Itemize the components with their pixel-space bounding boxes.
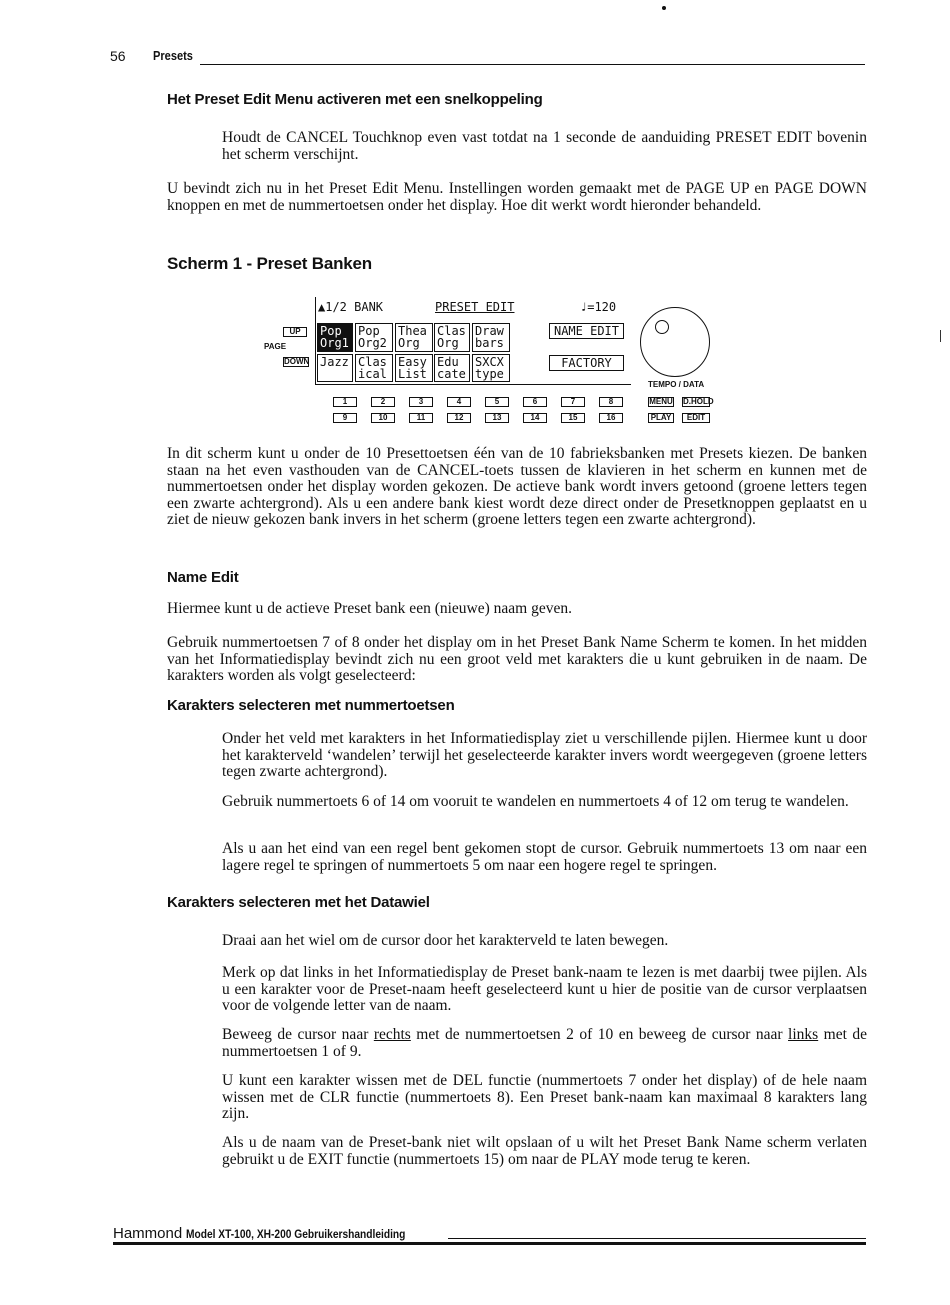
paragraph: Draai aan het wiel om de cursor door het karakterveld te laten bewegen. xyxy=(222,932,669,949)
bank-cell-9[interactable]: Edu cate xyxy=(434,354,470,382)
number-button-10[interactable]: 10 xyxy=(371,413,395,423)
bank-cell-3[interactable]: Thea Org xyxy=(395,323,433,352)
bank-cell-5[interactable]: Draw bars xyxy=(472,323,510,352)
data-wheel[interactable] xyxy=(640,307,710,377)
page-up-button[interactable]: UP xyxy=(283,327,307,337)
bank-cell-1[interactable]: Pop Org1 xyxy=(317,323,353,352)
paragraph: Gebruik nummertoetsen 7 of 8 onder het display om in het Preset Bank Name Scherm te komen. In het midden van het Informatiedisplay bevindt zich nu een groot veld met karakters die u kunt gebruiken in de naam. De karakters worden als volgt geselecteerd: xyxy=(167,634,867,684)
footer-brand: Hammond xyxy=(113,1225,183,1242)
page-label: PAGE xyxy=(264,342,287,351)
number-button-3[interactable]: 3 xyxy=(409,397,433,407)
footer xyxy=(113,1225,444,1242)
page-number: 56 xyxy=(110,48,126,64)
header-rule xyxy=(200,64,865,65)
section-title-name-edit: Name Edit xyxy=(167,569,239,586)
bank-cell-4[interactable]: Clas Org xyxy=(434,323,470,352)
page-dot xyxy=(662,6,666,10)
number-button-7[interactable]: 7 xyxy=(561,397,585,407)
bank-cell-7[interactable]: Clas ical xyxy=(355,354,393,382)
number-button-6[interactable]: 6 xyxy=(523,397,547,407)
paragraph: U kunt een karakter wissen met de DEL functie (nummertoets 7 onder het display) of de hele naam wissen met de CLR functie (nummertoets 8). Een Preset bank-naam kan maximaal 8 karakters lang zijn. xyxy=(222,1072,867,1122)
number-button-16[interactable]: 16 xyxy=(599,413,623,423)
paragraph: Houdt de CANCEL Touchknop even vast totdat na 1 seconde de aanduiding PRESET EDIT bovenin het scherm verschijnt. xyxy=(222,129,867,163)
footer-model: Model XT-100, XH-200 Gebruikershandleiding xyxy=(186,1227,406,1241)
menu-button[interactable]: MENU xyxy=(649,397,673,406)
footer-rule-thin xyxy=(448,1238,866,1239)
underlined-links: links xyxy=(788,1026,819,1043)
number-button-1[interactable]: 1 xyxy=(333,397,357,407)
section-title-screen1: Scherm 1 - Preset Banken xyxy=(167,254,372,273)
factory-field[interactable]: FACTORY xyxy=(549,355,624,371)
number-button-2[interactable]: 2 xyxy=(371,397,395,407)
edge-mark xyxy=(940,330,941,342)
paragraph: Gebruik nummertoets 6 of 14 om vooruit te wandelen en nummertoets 4 of 12 om terug te wandelen. xyxy=(222,793,849,810)
section-title-data-wheel: Karakters selecteren met het Datawiel xyxy=(167,894,430,911)
bank-cell-10[interactable]: SXCX type xyxy=(472,354,510,382)
bank-cell-2[interactable]: Pop Org2 xyxy=(355,323,393,352)
lcd-title: PRESET EDIT xyxy=(435,300,515,314)
number-button-11[interactable]: 11 xyxy=(409,413,433,423)
paragraph: In dit scherm kunt u onder de 10 Presettoetsen één van de 10 fabrieksbanken met Presets kiezen. De banken staan na het even vasthouden van de CANCEL-toets tussen de klavieren in het scherm en kunnen met de nummertoetsen onder het display worden gekozen. De actieve bank wordt invers getoond (groene letters tegen een zwarte achtergrond). Als u een andere bank kiest wordt deze direct onder de Presetknoppen geplaatst en u ziet de nieuw gekozen bank invers in het scherm (groene letters tegen een zwarte achtergrond). xyxy=(167,445,867,528)
paragraph: Merk op dat links in het Informatiedisplay de Preset bank-naam te lezen is met daarbij twee pijlen. Als u een karakter voor de Preset-naam heeft geselecteerd kunt u hier de positie van de cursor verplaatsen voor de volgende letter van de naam. xyxy=(222,964,867,1014)
number-button-8[interactable]: 8 xyxy=(599,397,623,407)
lcd-page-indicator: ▲1/2 BANK xyxy=(318,300,384,314)
dhold-button[interactable]: D.HOLD xyxy=(683,397,714,406)
bank-cell-8[interactable]: Easy List xyxy=(395,354,433,382)
paragraph: Als u de naam van de Preset-bank niet wilt opslaan of u wilt het Preset Bank Name scherm verlaten gebruikt u de EXIT functie (nummertoets 15) om naar de PLAY mode terug te keren. xyxy=(222,1134,867,1168)
section-title-shortcut: Het Preset Edit Menu activeren met een snelkoppeling xyxy=(167,91,543,108)
number-button-4[interactable]: 4 xyxy=(447,397,471,407)
edit-button[interactable]: EDIT xyxy=(682,413,710,423)
lcd-tempo: ♩=120 xyxy=(580,300,617,314)
paragraph: Hiermee kunt u de actieve Preset bank een (nieuwe) naam geven. xyxy=(167,600,572,617)
paragraph: Onder het veld met karakters in het Informatiedisplay ziet u verschillende pijlen. Hiermee kunt u door het karakterveld ‘wandelen’ terwijl het geselecteerde karakter invers wordt weergegeven (groene letters tegen zwarte achtergrond). xyxy=(222,730,867,780)
paragraph: Als u aan het eind van een regel bent gekomen stopt de cursor. Gebruik nummertoets 13 om naar een lagere regel te springen of nummertoets 5 om naar een hogere regel te springen. xyxy=(222,840,867,874)
section-title-number-keys: Karakters selecteren met nummertoetsen xyxy=(167,697,455,714)
play-button[interactable]: PLAY xyxy=(648,413,674,423)
number-button-9[interactable]: 9 xyxy=(333,413,357,423)
number-button-12[interactable]: 12 xyxy=(447,413,471,423)
bank-cell-6[interactable]: Jazz xyxy=(317,354,353,382)
page-down-button[interactable]: DOWN xyxy=(284,357,310,366)
paragraph: Beweeg de cursor naar rechts met de nummertoetsen 2 of 10 en beweeg de cursor naar links met de nummertoetsen 1 of 9. xyxy=(222,1026,867,1060)
data-wheel-indicator xyxy=(655,320,669,334)
number-button-5[interactable]: 5 xyxy=(485,397,509,407)
name-edit-field[interactable]: NAME EDIT xyxy=(549,323,624,339)
paragraph: U bevindt zich nu in het Preset Edit Menu. Instellingen worden gemaakt met de PAGE UP en PAGE DOWN knoppen en met de nummertoetsen onder het display. Hoe dit werkt wordt hieronder behandeld. xyxy=(167,180,867,214)
number-button-13[interactable]: 13 xyxy=(485,413,509,423)
number-button-14[interactable]: 14 xyxy=(523,413,547,423)
number-button-15[interactable]: 15 xyxy=(561,413,585,423)
footer-rule-thick xyxy=(113,1242,866,1245)
running-header: Presets xyxy=(153,48,193,63)
tempo-data-label: TEMPO / DATA xyxy=(648,380,705,389)
underlined-rechts: rechts xyxy=(373,1026,411,1043)
